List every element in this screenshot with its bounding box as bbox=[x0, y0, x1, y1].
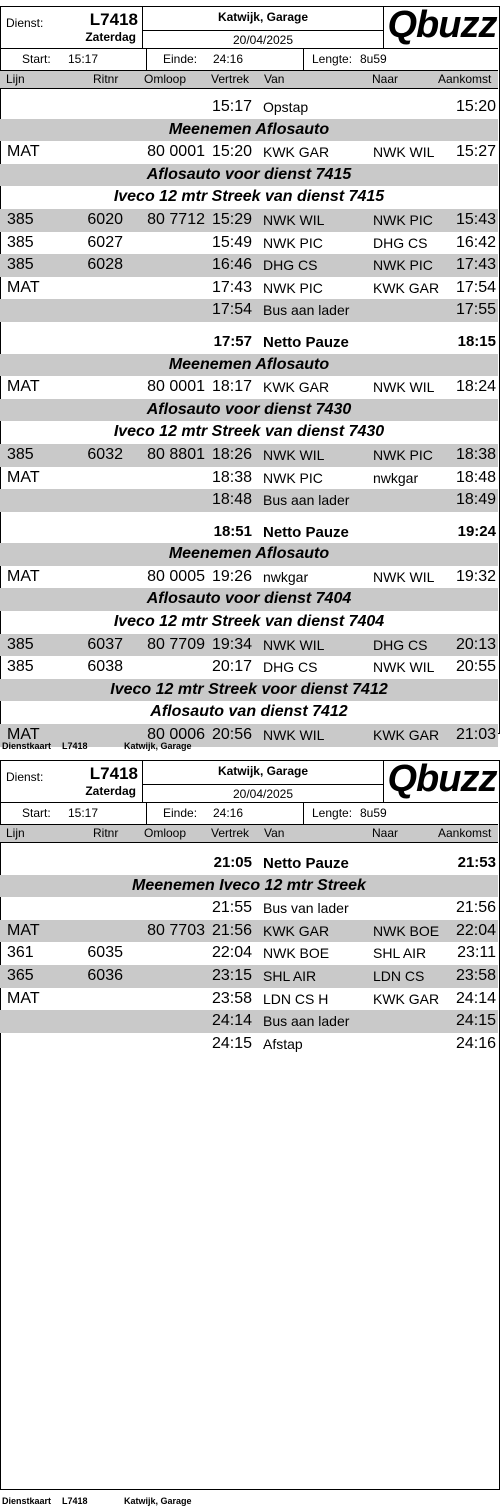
cell-naar: NWK PIC bbox=[373, 257, 433, 274]
cell-naar: LDN CS bbox=[373, 967, 425, 984]
cell-ritnr: 6037 bbox=[87, 635, 123, 653]
schedule-rows bbox=[0, 96, 498, 747]
trip-row bbox=[0, 96, 498, 119]
card-header bbox=[0, 760, 498, 803]
cell-naar: nwkgar bbox=[373, 469, 419, 486]
trip-row bbox=[0, 634, 498, 657]
cell-omloop: 80 8801 bbox=[147, 445, 205, 463]
footer-code: L7418 bbox=[62, 1496, 88, 1506]
col-van: Van bbox=[264, 826, 285, 840]
shift-info-bar bbox=[0, 803, 498, 825]
qbuzz-logo: Qbuzz bbox=[387, 4, 497, 46]
cell-aank: 24:16 bbox=[455, 1034, 496, 1052]
cell-aank: 21:03 bbox=[455, 726, 496, 744]
dienst-label: Dienst: bbox=[6, 770, 44, 784]
col-aankomst: Aankomst bbox=[438, 72, 492, 86]
cell-van: NWK WIL bbox=[263, 446, 325, 463]
section-title-row bbox=[0, 354, 498, 377]
trip-row bbox=[0, 209, 498, 232]
cell-aank: 18:48 bbox=[455, 468, 496, 486]
trip-row bbox=[0, 141, 498, 164]
trip-row bbox=[0, 942, 498, 965]
col-van: Van bbox=[264, 72, 285, 86]
cell-van: NWK WIL bbox=[263, 211, 325, 228]
section-title: Meenemen Iveco 12 mtr Streek bbox=[132, 876, 366, 894]
footer-location: Katwijk, Garage bbox=[124, 1496, 192, 1506]
dienst-code: L7418 bbox=[89, 10, 138, 29]
location-box bbox=[143, 6, 384, 48]
col-ritnr: Ritnr bbox=[93, 826, 119, 840]
cell-van: NWK WIL bbox=[263, 727, 325, 744]
cell-naar: KWK GAR bbox=[373, 279, 440, 296]
cell-aank: 23:58 bbox=[455, 966, 496, 984]
col-vertrek: Vertrek bbox=[211, 72, 250, 86]
trip-row bbox=[0, 376, 498, 399]
dienst-label: Dienst: bbox=[6, 16, 44, 30]
section-title-row bbox=[0, 399, 498, 422]
section-title-row bbox=[0, 164, 498, 187]
einde-time: 24:16 bbox=[213, 52, 244, 66]
column-header bbox=[0, 825, 498, 843]
section-title-row bbox=[0, 875, 498, 898]
cell-naar: KWK GAR bbox=[373, 990, 440, 1007]
einde-label: Einde: bbox=[163, 52, 198, 66]
cell-vertrek: 21:55 bbox=[211, 899, 252, 917]
cell-vertrek: 22:04 bbox=[211, 944, 252, 962]
lengte-label: Lengte: bbox=[312, 52, 353, 66]
cell-naar: NWK WIL bbox=[373, 568, 435, 585]
footer-location: Katwijk, Garage bbox=[124, 741, 192, 751]
cell-aank: 21:56 bbox=[455, 899, 496, 917]
cell-omloop: 80 7703 bbox=[147, 921, 205, 939]
dienst-box bbox=[0, 6, 143, 48]
date: 20/04/2025 bbox=[143, 30, 383, 47]
cell-lijn: 385 bbox=[7, 635, 34, 653]
col-naar: Naar bbox=[372, 72, 399, 86]
trip-row bbox=[0, 1010, 498, 1033]
cell-vertrek: 18:26 bbox=[211, 445, 252, 463]
cell-ritnr: 6028 bbox=[87, 256, 123, 274]
cell-vertrek: 18:38 bbox=[211, 468, 252, 486]
start-time: 15:17 bbox=[68, 806, 99, 820]
dienst-box bbox=[0, 760, 143, 802]
lengte-value: 8u59 bbox=[360, 52, 387, 66]
lengte-label: Lengte: bbox=[312, 806, 353, 820]
start-time: 15:17 bbox=[68, 52, 99, 66]
pause-row bbox=[0, 521, 498, 544]
section-title: Aflosauto voor dienst 7404 bbox=[146, 590, 352, 608]
cell-omloop: 80 0006 bbox=[147, 726, 205, 744]
cell-van: KWK GAR bbox=[263, 922, 330, 939]
col-vertrek: Vertrek bbox=[211, 826, 250, 840]
cell-van: KWK GAR bbox=[263, 144, 330, 161]
col-aankomst: Aankomst bbox=[438, 826, 492, 840]
location-box bbox=[143, 760, 384, 802]
cell-naar: NWK PIC bbox=[373, 211, 433, 228]
cell-ritnr: 6035 bbox=[87, 944, 123, 962]
cell-aank: 23:11 bbox=[457, 944, 496, 962]
cell-vertrek: 17:54 bbox=[211, 301, 252, 319]
cell-aank: 24:15 bbox=[455, 1012, 496, 1030]
cell-aank: 22:04 bbox=[455, 921, 496, 939]
section-title-row bbox=[0, 588, 498, 611]
cell-aank: 15:20 bbox=[455, 98, 496, 115]
section-title: Meenemen Aflosauto bbox=[168, 120, 330, 138]
cell-aank: 15:27 bbox=[455, 143, 496, 161]
section-title-row bbox=[0, 421, 498, 444]
footer-page-2 bbox=[2, 1496, 192, 1506]
cell-vertrek: 18:48 bbox=[211, 491, 252, 509]
start-label: Start: bbox=[22, 52, 51, 66]
dienst-day: Zaterdag bbox=[85, 784, 136, 798]
cell-vertrek: 24:14 bbox=[211, 1012, 252, 1030]
trip-row bbox=[0, 444, 498, 467]
cell-aank: 15:43 bbox=[455, 210, 496, 228]
cell-aank: 16:42 bbox=[455, 233, 496, 251]
section-title-row bbox=[0, 679, 498, 702]
cell-omloop: 80 0001 bbox=[147, 378, 205, 396]
pause-row bbox=[0, 852, 498, 875]
cell-van: Afstap bbox=[263, 1035, 303, 1052]
cell-lijn: MAT bbox=[7, 726, 40, 744]
section-title: Aflosauto voor dienst 7415 bbox=[146, 165, 352, 183]
section-title: Aflosauto voor dienst 7430 bbox=[146, 400, 352, 418]
cell-van: NWK WIL bbox=[263, 636, 325, 653]
section-title-row bbox=[0, 611, 498, 634]
cell-vertrek: 15:49 bbox=[211, 233, 252, 251]
trip-row bbox=[0, 254, 498, 277]
location: Katwijk, Garage bbox=[217, 764, 309, 778]
col-lijn: Lijn bbox=[6, 826, 25, 840]
col-ritnr: Ritnr bbox=[93, 72, 119, 86]
section-title-row bbox=[0, 186, 498, 209]
cell-vertrek: 23:58 bbox=[211, 989, 252, 1007]
cell-aank: 21:53 bbox=[457, 854, 496, 871]
cell-naar: SHL AIR bbox=[373, 945, 427, 962]
cell-vertrek: 21:56 bbox=[211, 921, 252, 939]
section-title: Iveco 12 mtr Streek van dienst 7415 bbox=[113, 188, 385, 206]
cell-van: Bus aan lader bbox=[263, 492, 350, 509]
cell-vertrek: 23:15 bbox=[211, 966, 252, 984]
trip-row bbox=[0, 1033, 498, 1056]
cell-van: Bus aan lader bbox=[263, 302, 350, 319]
cell-ritnr: 6020 bbox=[87, 210, 123, 228]
column-header bbox=[0, 71, 498, 89]
trip-row bbox=[0, 232, 498, 255]
cell-lijn: 385 bbox=[7, 445, 34, 463]
shift-info-bar bbox=[0, 49, 498, 71]
cell-van: nwkgar bbox=[263, 568, 309, 585]
cell-naar: NWK WIL bbox=[373, 144, 435, 161]
cell-naar: DHG CS bbox=[373, 636, 428, 653]
section-title: Iveco 12 mtr Streek voor dienst 7412 bbox=[110, 680, 388, 698]
dienst-code: L7418 bbox=[89, 764, 138, 783]
cell-lijn: MAT bbox=[7, 378, 40, 396]
trip-row bbox=[0, 467, 498, 490]
cell-van: Bus aan lader bbox=[263, 1013, 350, 1030]
col-lijn: Lijn bbox=[6, 72, 25, 86]
card-header bbox=[0, 6, 498, 49]
pause-row bbox=[0, 331, 498, 354]
footer-label: Dienstkaart bbox=[2, 1496, 52, 1506]
cell-vertrek: 18:51 bbox=[213, 522, 252, 540]
cell-van: NWK PIC bbox=[263, 234, 323, 251]
trip-row bbox=[0, 920, 498, 943]
cell-van: Bus van lader bbox=[263, 900, 349, 917]
footer-label: Dienstkaart bbox=[2, 741, 52, 751]
cell-vertrek: 18:17 bbox=[211, 378, 252, 396]
row-spacer bbox=[0, 322, 498, 331]
trip-row bbox=[0, 656, 498, 679]
section-title-row bbox=[0, 543, 498, 566]
cell-vertrek: 19:34 bbox=[211, 635, 252, 653]
trip-row bbox=[0, 489, 498, 512]
cell-vertrek: 21:05 bbox=[213, 854, 252, 871]
cell-lijn: MAT bbox=[7, 143, 40, 161]
date: 20/04/2025 bbox=[143, 784, 383, 801]
cell-lijn: MAT bbox=[7, 567, 40, 585]
cell-lijn: MAT bbox=[7, 989, 40, 1007]
cell-van: LDN CS H bbox=[263, 990, 329, 1007]
cell-van: SHL AIR bbox=[263, 967, 317, 984]
cell-lijn: MAT bbox=[7, 278, 40, 296]
cell-vertrek: 15:17 bbox=[211, 98, 252, 115]
cell-lijn: 361 bbox=[7, 944, 34, 962]
cell-ritnr: 6038 bbox=[87, 658, 123, 676]
cell-omloop: 80 7709 bbox=[147, 635, 205, 653]
row-spacer bbox=[0, 512, 498, 521]
cell-van: NWK PIC bbox=[263, 469, 323, 486]
cell-aank: 20:55 bbox=[455, 658, 496, 676]
section-title: Iveco 12 mtr Streek van dienst 7404 bbox=[113, 613, 385, 631]
trip-row bbox=[0, 566, 498, 589]
section-title: Meenemen Aflosauto bbox=[168, 545, 330, 563]
cell-aank: 19:32 bbox=[455, 567, 496, 585]
cell-ritnr: 6036 bbox=[87, 966, 123, 984]
cell-lijn: 365 bbox=[7, 966, 34, 984]
cell-lijn: 385 bbox=[7, 256, 34, 274]
cell-naar: NWK PIC bbox=[373, 446, 433, 463]
cell-naar: KWK GAR bbox=[373, 727, 440, 744]
trip-row bbox=[0, 277, 498, 300]
cell-van: DHG CS bbox=[263, 659, 318, 676]
schedule-rows bbox=[0, 852, 498, 1055]
qbuzz-logo: Qbuzz bbox=[387, 758, 497, 800]
dienstkaart-page-2 bbox=[0, 760, 500, 1490]
cell-van: KWK GAR bbox=[263, 379, 330, 396]
section-title: Aflosauto van dienst 7412 bbox=[150, 703, 348, 721]
cell-naar: DHG CS bbox=[373, 234, 428, 251]
section-title: Meenemen Aflosauto bbox=[168, 355, 330, 373]
col-omloop: Omloop bbox=[144, 72, 187, 86]
cell-van: NWK BOE bbox=[263, 945, 330, 962]
cell-van: Netto Pauze bbox=[263, 333, 349, 351]
cell-vertrek: 17:57 bbox=[213, 332, 252, 350]
cell-aank: 18:38 bbox=[455, 445, 496, 463]
cell-naar: NWK WIL bbox=[373, 379, 435, 396]
trip-row bbox=[0, 965, 498, 988]
cell-van: NWK PIC bbox=[263, 279, 323, 296]
cell-van: Opstap bbox=[263, 99, 309, 115]
cell-omloop: 80 0005 bbox=[147, 567, 205, 585]
cell-lijn: 385 bbox=[7, 658, 34, 676]
lengte-value: 8u59 bbox=[360, 806, 387, 820]
cell-naar: NWK WIL bbox=[373, 659, 435, 676]
cell-aank: 17:55 bbox=[455, 301, 496, 319]
cell-vertrek: 17:43 bbox=[211, 278, 252, 296]
dienst-day: Zaterdag bbox=[85, 30, 136, 44]
cell-vertrek: 20:17 bbox=[211, 658, 252, 676]
cell-vertrek: 19:26 bbox=[211, 567, 252, 585]
cell-aank: 17:54 bbox=[455, 278, 496, 296]
footer-page-1 bbox=[2, 741, 192, 751]
einde-label: Einde: bbox=[163, 806, 198, 820]
cell-aank: 17:43 bbox=[455, 256, 496, 274]
cell-van: Netto Pauze bbox=[263, 523, 349, 541]
dienstkaart-page-1 bbox=[0, 4, 500, 744]
cell-vertrek: 20:56 bbox=[211, 726, 252, 744]
cell-lijn: 385 bbox=[7, 210, 34, 228]
cell-omloop: 80 7712 bbox=[147, 210, 205, 228]
einde-time: 24:16 bbox=[213, 806, 244, 820]
cell-lijn: MAT bbox=[7, 468, 40, 486]
cell-lijn: 385 bbox=[7, 233, 34, 251]
section-title-row bbox=[0, 701, 498, 724]
cell-omloop: 80 0001 bbox=[147, 143, 205, 161]
cell-ritnr: 6032 bbox=[87, 445, 123, 463]
cell-van: DHG CS bbox=[263, 257, 318, 274]
section-title: Iveco 12 mtr Streek van dienst 7430 bbox=[113, 423, 385, 441]
cell-vertrek: 16:46 bbox=[211, 256, 252, 274]
col-omloop: Omloop bbox=[144, 826, 187, 840]
cell-aank: 20:13 bbox=[455, 635, 496, 653]
col-naar: Naar bbox=[372, 826, 399, 840]
cell-vertrek: 24:15 bbox=[211, 1034, 252, 1052]
trip-row bbox=[0, 988, 498, 1011]
cell-aank: 19:24 bbox=[457, 522, 496, 540]
location: Katwijk, Garage bbox=[217, 10, 309, 24]
cell-aank: 18:24 bbox=[455, 378, 496, 396]
trip-row bbox=[0, 299, 498, 322]
footer-code: L7418 bbox=[62, 741, 88, 751]
cell-aank: 18:15 bbox=[457, 332, 496, 350]
trip-row bbox=[0, 897, 498, 920]
cell-vertrek: 15:20 bbox=[211, 143, 252, 161]
cell-aank: 18:49 bbox=[455, 491, 496, 509]
cell-lijn: MAT bbox=[7, 921, 40, 939]
cell-ritnr: 6027 bbox=[87, 233, 123, 251]
section-title-row bbox=[0, 119, 498, 142]
cell-naar: NWK BOE bbox=[373, 922, 440, 939]
cell-aank: 24:14 bbox=[455, 989, 496, 1007]
cell-vertrek: 15:29 bbox=[211, 210, 252, 228]
start-label: Start: bbox=[22, 806, 51, 820]
cell-van: Netto Pauze bbox=[263, 855, 349, 872]
